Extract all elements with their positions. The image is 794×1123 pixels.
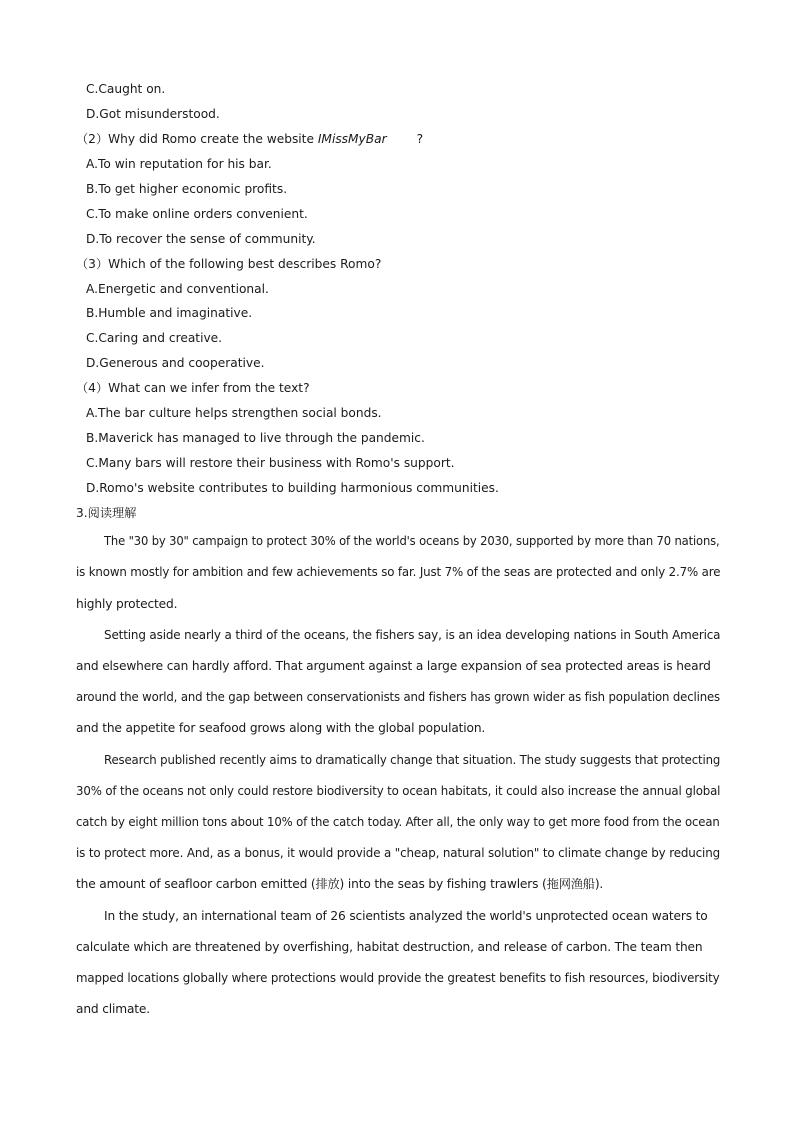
- passage-line: The "30 by 30" campaign to protect 30% of the world's oceans by 2030, supported by more than 70 nations,: [104, 534, 720, 548]
- passage-line: calculate which are threatened by overfishing, habitat destruction, and release of carbon. The team then: [76, 940, 703, 954]
- question-3: （3）Which of the following best describes Romo?: [76, 257, 382, 271]
- section-heading: 3.阅读理解: [76, 506, 137, 520]
- q1-option-c: C.Caught on.: [86, 82, 166, 96]
- passage-line: the amount of seafloor carbon emitted (排放) into the seas by fishing trawlers (拖网渔船).: [76, 877, 604, 891]
- q2-option-c: C.To make online orders convenient.: [86, 207, 308, 221]
- passage-line: and elsewhere can hardly afford. That argument against a large expansion of sea protected areas is heard: [76, 659, 711, 673]
- question-2-text: （2）Why did Romo create the website: [76, 132, 318, 146]
- passage-line: and the appetite for seafood grows along with the global population.: [76, 721, 486, 735]
- passage-line: Research published recently aims to dramatically change that situation. The study suggests that protecting: [104, 753, 721, 767]
- q1-option-d: D.Got misunderstood.: [86, 107, 220, 121]
- passage-line: around the world, and the gap between conservationists and fishers has grown wider as fish population declines: [76, 690, 721, 704]
- passage-line: is to protect more. And, as a bonus, it would provide a "cheap, natural solution" to climate change by reducing: [76, 846, 721, 860]
- q4-option-d: D.Romo's website contributes to building harmonious communities.: [86, 481, 499, 495]
- q2-option-a: A.To win reputation for his bar.: [86, 157, 272, 171]
- q4-option-a: A.The bar culture helps strengthen social bonds.: [86, 406, 382, 420]
- q3-option-c: C.Caring and creative.: [86, 331, 223, 345]
- q4-option-b: B.Maverick has managed to live through the pandemic.: [86, 431, 425, 445]
- q4-option-c: C.Many bars will restore their business with Romo's support.: [86, 456, 455, 470]
- q3-option-b: B.Humble and imaginative.: [86, 306, 253, 320]
- q3-option-a: A.Energetic and conventional.: [86, 282, 269, 296]
- question-2: [76, 131, 423, 147]
- passage-line: 30% of the oceans not only could restore biodiversity to ocean habitats, it could also increase the annual global: [76, 784, 721, 798]
- passage-line: and climate.: [76, 1002, 150, 1016]
- passage-line: catch by eight million tons about 10% of the catch today. After all, the only way to get more food from the ocean: [76, 815, 720, 829]
- question-2-mark: ?: [416, 132, 424, 146]
- q2-option-d: D.To recover the sense of community.: [86, 232, 316, 246]
- passage-line: In the study, an international team of 26 scientists analyzed the world's unprotected ocean waters to: [104, 909, 708, 923]
- question-4: （4）What can we infer from the text?: [76, 381, 310, 395]
- q2-option-b: B.To get higher economic profits.: [86, 182, 288, 196]
- passage-line: Setting aside nearly a third of the oceans, the fishers say, is an idea developing nations in South America: [104, 628, 721, 642]
- passage-line: highly protected.: [76, 597, 178, 611]
- website-name: IMissMyBar: [317, 132, 387, 146]
- q3-option-d: D.Generous and cooperative.: [86, 356, 265, 370]
- passage-line: is known mostly for ambition and few achievements so far. Just 7% of the seas are protected and only 2.7% are: [76, 565, 721, 579]
- passage-line: mapped locations globally where protections would provide the greatest benefits to fish resources, biodiversity: [76, 971, 720, 985]
